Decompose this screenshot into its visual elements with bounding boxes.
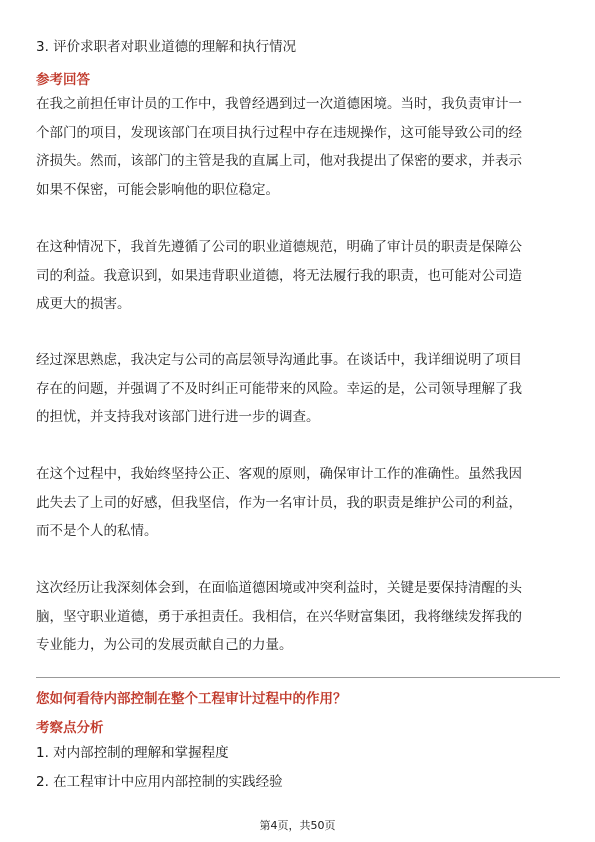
analysis-heading: 考察点分析	[36, 720, 104, 736]
paragraph-line: 这次经历让我深刻体会到，在面临道德困境或冲突利益时，关键是要保持清醒的头	[36, 580, 522, 596]
paragraph-line: 专业能力，为公司的发展贡献自己的力量。	[36, 637, 293, 653]
paragraph-line: 济损失。然而，该部门的主管是我的直属上司，他对我提出了保密的要求，并表示	[36, 153, 522, 169]
analysis-item-2: 2. 在工程审计中应用内部控制的实践经验	[36, 774, 283, 790]
answer-paragraph-4	[36, 460, 522, 546]
paragraph-line: 此失去了上司的好感，但我坚信，作为一名审计员，我的职责是维护公司的利益，	[36, 494, 522, 511]
paragraph-line: 在我之前担任审计员的工作中，我曾经遇到过一次道德困境。当时，我负责审计一	[36, 96, 522, 112]
paragraph-line: 存在的问题，并强调了不及时纠正可能带来的风险。幸运的是，公司领导理解了我	[36, 380, 522, 397]
answer-heading: 参考回答	[36, 72, 90, 88]
paragraph-line: 的担忧，并支持我对该部门进行进一步的调查。	[36, 409, 320, 425]
paragraph-line: 司的利益。我意识到，如果违背职业道德，将无法履行我的职责，也可能对公司造	[36, 267, 522, 284]
answer-paragraph-2	[36, 233, 522, 319]
evaluation-item-3: 3. 评价求职者对职业道德的理解和执行情况	[36, 39, 297, 55]
answer-paragraph-5	[36, 574, 522, 660]
page-footer: 第4页，共50页	[259, 819, 336, 832]
paragraph-line: 经过深思熟虑，我决定与公司的高层领导沟通此事。在谈话中，我详细说明了项目	[36, 352, 522, 368]
paragraph-line: 在这个过程中，我始终坚持公正、客观的原则，确保审计工作的准确性。虽然我因	[36, 466, 522, 482]
paragraph-line: 而不是个人的私情。	[36, 523, 158, 539]
section-divider	[36, 677, 560, 678]
paragraph-line: 个部门的项目，发现该部门在项目执行过程中存在违规操作，这可能导致公司的经	[36, 124, 522, 141]
paragraph-line: 在这种情况下，我首先遵循了公司的职业道德规范，明确了审计员的职责是保障公	[36, 239, 522, 255]
analysis-item-1: 1. 对内部控制的理解和掌握程度	[36, 745, 229, 761]
answer-paragraph-3	[36, 346, 522, 432]
paragraph-line: 脑，坚守职业道德，勇于承担责任。我相信，在兴华财富集团，我将继续发挥我的	[36, 608, 522, 625]
paragraph-line: 成更大的损害。	[36, 296, 131, 312]
paragraph-line: 如果不保密，可能会影响他的职位稳定。	[36, 181, 279, 198]
interview-question: 您如何看待内部控制在整个工程审计过程中的作用？	[36, 691, 347, 707]
answer-paragraph-1	[36, 90, 522, 204]
